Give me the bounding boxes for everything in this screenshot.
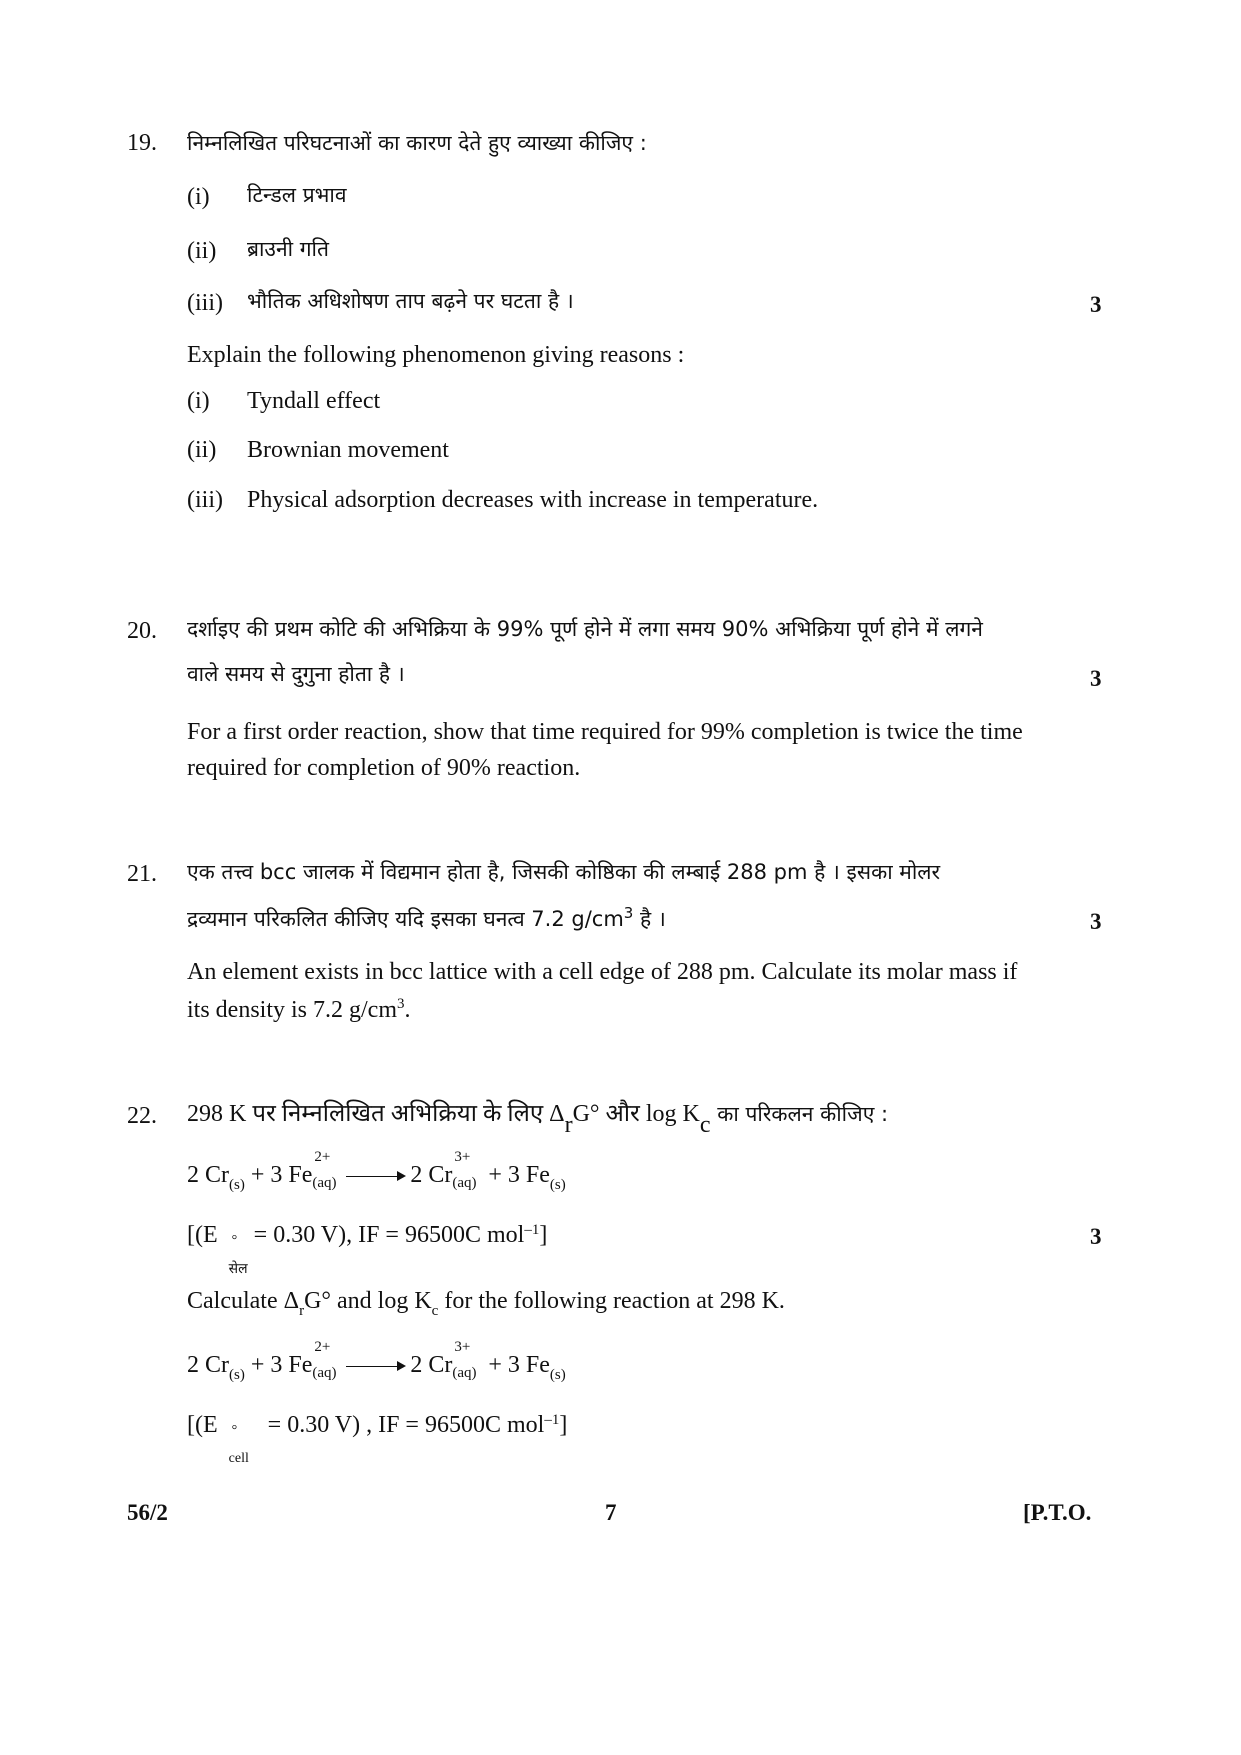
constants-hindi: [(E ° सेल = 0.30 V), IF = 96500C mol$^{-1}$]	[187, 1221, 548, 1277]
question-text-english: For a first order reaction, show that time required for 99% completion is twice the time	[187, 719, 1023, 745]
question-text-hindi: 298 K पर निम्नलिखित अभिक्रिया के लिए $\Delta_rG^\circ$ और $\log K_c$ का परिकलन कीजिए :	[187, 1101, 889, 1138]
reaction-arrow-icon	[346, 1359, 406, 1373]
item-text-english: Physical adsorption decreases with increase in temperature.	[247, 487, 819, 513]
question-text-english: Explain the following phenomenon giving reasons :	[187, 342, 685, 368]
constants-english: [(E ° cell = 0.30 V) , IF = 96500C mol$^{-1}$]	[187, 1411, 568, 1466]
question-text-hindi: निम्नलिखित परिघटनाओं का कारण देते हुए व्याख्या कीजिए :	[187, 131, 647, 155]
item-text-hindi: भौतिक अधिशोषण ताप बढ़ने पर घटता है ।	[247, 289, 574, 313]
question-text-english: An element exists in bcc lattice with a cell edge of 288 pm. Calculate its molar mass if	[187, 959, 1018, 985]
item-text-hindi: ब्राउनी गति	[247, 237, 329, 261]
item-text-english: Brownian movement	[247, 437, 449, 463]
item-text-english: Tyndall effect	[247, 388, 381, 414]
question-text-hindi: वाले समय से दुगुना होता है ।	[187, 662, 405, 686]
item-text-hindi: टिन्डल प्रभाव	[247, 183, 347, 207]
question-text-hindi: एक तत्त्व bcc जालक में विद्यमान होता है, जिसकी कोष्ठिका की लम्बाई 288 pm है । इसका मोलर	[187, 860, 941, 884]
question-number: 21.	[127, 861, 157, 887]
reaction-arrow-icon	[346, 1169, 406, 1183]
item-label: (i)	[187, 388, 210, 414]
question-text-hindi: दर्शाइए की प्रथम कोटि की अभिक्रिया के 99% पूर्ण होने में लगा समय 90% अभिक्रिया पूर्ण होने में लगने	[187, 617, 983, 641]
question-number: 20.	[127, 618, 157, 644]
please-turn-over: [P.T.O.	[1023, 1500, 1092, 1525]
question-text-english: its density is 7.2 $g/cm^3$.	[187, 996, 411, 1023]
reaction-equation: 2 $Cr_{(s)} + 3$ Fe 2+ (aq) 2 Cr 3+ (aq) + 3 $Fe_{(s)}$	[187, 1149, 566, 1193]
question-text-english: required for completion of 90% reaction.	[187, 755, 581, 781]
paper-code: 56/2	[127, 1500, 168, 1525]
question-text-hindi: द्रव्यमान परिकलित कीजिए यदि इसका घनत्व 7.2 $g/cm^3$ है ।	[187, 904, 666, 931]
marks: 3	[1090, 1224, 1102, 1249]
question-text-english: Calculate $\Delta_rG^\circ$ and $\log K_c$ for the following reaction at 298 K.	[187, 1288, 785, 1319]
page-number: 7	[605, 1500, 617, 1525]
item-label: (ii)	[187, 437, 217, 463]
item-label: (iii)	[187, 290, 223, 316]
marks: 3	[1090, 292, 1102, 317]
item-label: (iii)	[187, 487, 223, 513]
marks: 3	[1090, 909, 1102, 934]
question-number: 22.	[127, 1103, 157, 1129]
marks: 3	[1090, 666, 1102, 691]
item-label: (i)	[187, 184, 210, 210]
item-label: (ii)	[187, 238, 217, 264]
question-number: 19.	[127, 130, 157, 156]
reaction-equation: 2 $Cr_{(s)} + 3$ Fe 2+ (aq) 2 Cr 3+ (aq) + 3 $Fe_{(s)}$	[187, 1339, 566, 1383]
